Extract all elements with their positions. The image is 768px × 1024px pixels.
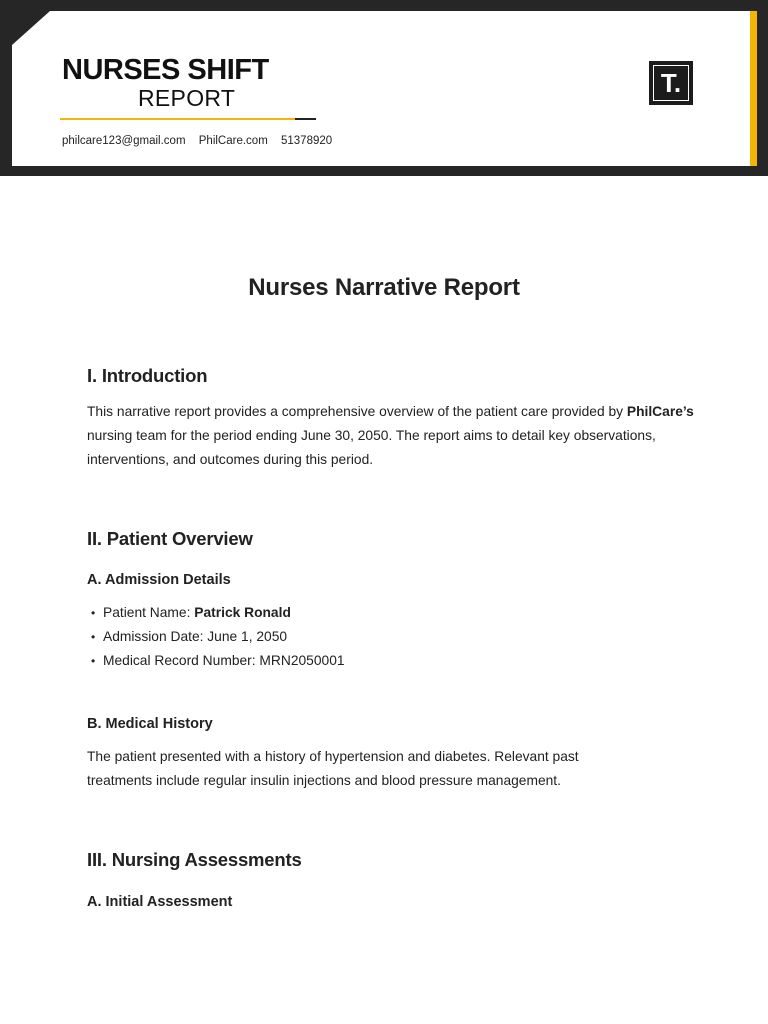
list-item <box>87 601 345 625</box>
medical-history-heading: B. Medical History <box>87 716 213 732</box>
intro-org-name: PhilCare’s <box>626 404 694 419</box>
title-underline-dark <box>295 118 316 120</box>
list-item: • Admission Date: June 1, 2050 <box>87 625 345 649</box>
introduction-paragraph <box>87 400 697 472</box>
section-introduction-heading: I. Introduction <box>87 365 208 386</box>
section-nursing-assessments-heading: III. Nursing Assessments <box>87 849 302 870</box>
document-title: Nurses Narrative Report <box>248 274 520 301</box>
medical-history-paragraph: The patient presented with a history of hypertension and diabetes. Relevant past treatments include regular insulin injections and blood pressure management. <box>87 749 579 788</box>
contact-website[interactable]: PhilCare.com <box>198 135 268 147</box>
report-subtitle: REPORT <box>138 85 236 111</box>
intro-text-end: nursing team for the period ending June 30, 2050. The report aims to detail key observations, interventions, and outcomes during this period. <box>87 428 656 467</box>
patient-name-label: Patient Name: <box>103 605 195 620</box>
admission-details-heading: A. Admission Details <box>87 572 231 588</box>
intro-text-start: This narrative report provides a comprehensive overview of the patient care provided by <box>87 404 627 419</box>
logo-icon <box>649 61 693 105</box>
report-title: NURSES SHIFT <box>62 54 269 86</box>
contact-email[interactable]: philcare123@gmail.com <box>62 135 186 147</box>
contact-phone: 51378920 <box>280 135 333 147</box>
list-item: • Medical Record Number: MRN2050001 <box>87 649 345 673</box>
logo-letter: T. <box>660 68 682 98</box>
patient-name-value: Patrick Ronald <box>194 605 291 620</box>
section-patient-overview-heading: II. Patient Overview <box>87 528 253 549</box>
title-underline-accent <box>60 118 295 120</box>
contact-line <box>62 135 342 147</box>
initial-assessment-heading: A. Initial Assessment <box>87 894 233 910</box>
accent-bar <box>750 11 757 166</box>
admission-details-list <box>87 601 345 673</box>
